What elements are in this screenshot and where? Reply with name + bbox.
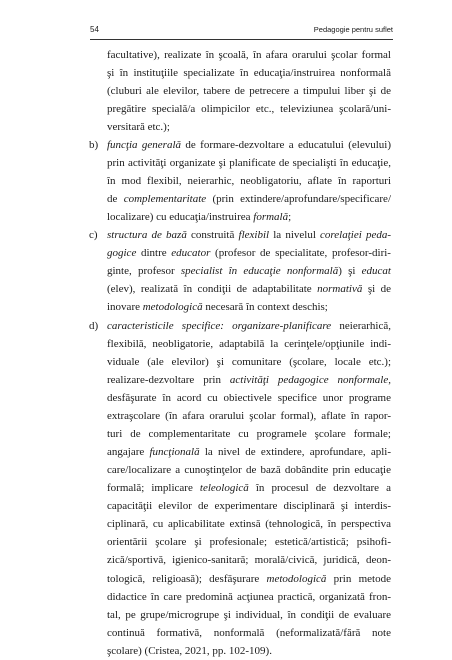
italic-run: teleologică [199, 482, 249, 495]
text-line [107, 479, 391, 497]
text-line [107, 389, 391, 407]
list-label: b) [89, 138, 99, 151]
italic-run: metodologică [266, 572, 327, 585]
italic-run: specialist în educaţie nonformală [180, 265, 339, 278]
text-line [107, 642, 391, 660]
text-run: prin metode [326, 572, 391, 585]
text-line [107, 515, 391, 533]
text-line [107, 353, 391, 371]
text-line [107, 407, 391, 425]
text-line [107, 208, 391, 226]
text-run: neierarhică, [331, 319, 391, 332]
text-run: , [388, 373, 391, 386]
text-run: în procesul de dezvoltare a [248, 482, 391, 495]
running-title: Pedagogie pentru suflet [313, 25, 393, 34]
text-run: de formare-dezvoltare a educatului (elevului) [181, 138, 391, 151]
text-run: facultative), realizate în şcoală, în afara orarului şcolar formal [107, 48, 391, 61]
text-run: de [107, 193, 124, 206]
text-line [107, 461, 391, 479]
text-line [107, 244, 391, 262]
text-run: pregătire specială/a olimpicilor etc., televiziunea şcolară/uni- [107, 102, 391, 115]
text-run: (prin extindere/aprofundare/specificare/ [206, 193, 391, 206]
text-line [107, 497, 391, 515]
text-run: localizare) cu educaţia/instruirea [107, 211, 254, 224]
text-line [107, 262, 391, 280]
text-line [107, 136, 391, 154]
text-line [107, 371, 391, 389]
text-run: care/localizare a cunoştinţelor de bază dobândite prin educaţie [107, 464, 391, 477]
text-run: (profesor de specialitate, profesor-diri- [210, 247, 391, 260]
page-header [90, 24, 393, 40]
text-line [107, 118, 391, 136]
text-run: turi de complementaritate cu programele şcolare formale; [107, 427, 391, 440]
text-line [107, 64, 391, 82]
text-run: realizare-dezvoltare prin [107, 373, 230, 386]
italic-run: caracteristicile specifice: organizare-planificare [107, 319, 332, 332]
text-run: viduale (ale elevilor) şi comunitare (şcolare, locale etc.); [107, 355, 391, 368]
list-label: c) [89, 229, 98, 242]
text-line [107, 46, 391, 64]
text-run: ciplinară, cu aplicabilitate extinsă (tehnologică, în perspectiva [107, 518, 391, 531]
text-line [107, 82, 391, 100]
text-run: şi în instituţiile specializate în educaţia/instruirea nonformală [107, 66, 391, 79]
text-run: desfăşurate în acord cu obiectivele specifice unor programe [107, 391, 391, 404]
text-run: tologică, religioasă); desfăşurare [107, 572, 267, 585]
italic-run: activităţi pedagogice nonformale [229, 373, 389, 386]
page-number: 54 [90, 25, 99, 34]
italic-run: complementaritate [123, 193, 207, 206]
text-run: şcolare) (Cristea, 2021, pp. 102-109). [107, 644, 272, 657]
italic-run: funcţională [149, 446, 200, 459]
text-run: (cluburi ale elevilor, tabere de petrecere a timpului liber şi de [107, 84, 391, 97]
italic-run: structura de bază [107, 229, 187, 242]
italic-run: normativă [317, 283, 363, 296]
text-line [107, 443, 391, 461]
text-line [107, 190, 391, 208]
italic-run: educator [171, 247, 211, 260]
text-run: la nivel de extindere, aprofundare, apli- [199, 446, 391, 459]
text-run: orientării şcolare şi profesionale; estetică/artistică; psihofi- [107, 536, 391, 549]
text-run: extraşcolare (în afara orarului şcolar formal), aflate în rapor- [107, 409, 391, 422]
italic-run: corelaţiei peda- [320, 229, 391, 242]
text-line [107, 551, 391, 569]
text-run: continuă formativă, nonformală (neformalizată/fără note [107, 626, 391, 639]
list-label: d) [89, 319, 99, 332]
italic-run: formală [253, 211, 289, 224]
text-run: ; [288, 211, 292, 224]
text-line [107, 317, 391, 335]
text-run: flexibilă, neobligatorie, adaptabilă la cerinţele/opţiunile indi- [107, 337, 391, 350]
italic-run: flexibil [238, 229, 270, 242]
text-run: versitară etc.); [107, 120, 170, 133]
text-run: zică/sportivă, igienico-sanitară; morală/civică, juridică, deon- [107, 554, 391, 567]
text-run: la nivelul [269, 229, 321, 242]
italic-run: educat [361, 265, 391, 278]
text-run: didactice în care predomină acţiunea practică, organizată fron- [107, 590, 391, 603]
text-run: ginte, profesor [107, 265, 181, 278]
text-run: angajare [107, 446, 150, 459]
text-run: capacităţii elevilor de experimentare disciplinară şi interdis- [107, 500, 391, 513]
italic-run: metodologică [142, 301, 203, 314]
text-run: dintre [136, 247, 172, 260]
text-line [107, 335, 391, 353]
text-run: necesară în context deschis; [202, 301, 328, 314]
text-line [107, 280, 391, 298]
text-line [107, 100, 391, 118]
text-line [107, 298, 391, 316]
italic-run: funcţia generală [107, 138, 182, 151]
text-run: ) şi [338, 265, 362, 278]
text-run: în mod flexibil, neierarhic, neobligatoriu, aflate în raporturi [107, 174, 391, 187]
text-run: (elev), realizată în condiţii de adaptabilitate [107, 283, 318, 296]
text-run: tal, pe grupe/microgrupe şi individual, în condiţii de evaluare [107, 608, 391, 621]
text-line [107, 226, 391, 244]
text-line [107, 588, 391, 606]
text-run: şi de [362, 283, 391, 296]
text-line [107, 425, 391, 443]
text-line [107, 624, 391, 642]
text-line [107, 154, 391, 172]
text-run: construită [186, 229, 239, 242]
text-line [107, 172, 391, 190]
text-run: inovare [107, 301, 143, 314]
text-line [107, 533, 391, 551]
italic-run: gogice [107, 247, 137, 260]
text-line [107, 606, 391, 624]
text-line [107, 570, 391, 588]
text-run: prin activităţi organizate şi planificate de specialişti în educaţie, [107, 156, 391, 169]
text-run: formală; implicare [107, 482, 200, 495]
